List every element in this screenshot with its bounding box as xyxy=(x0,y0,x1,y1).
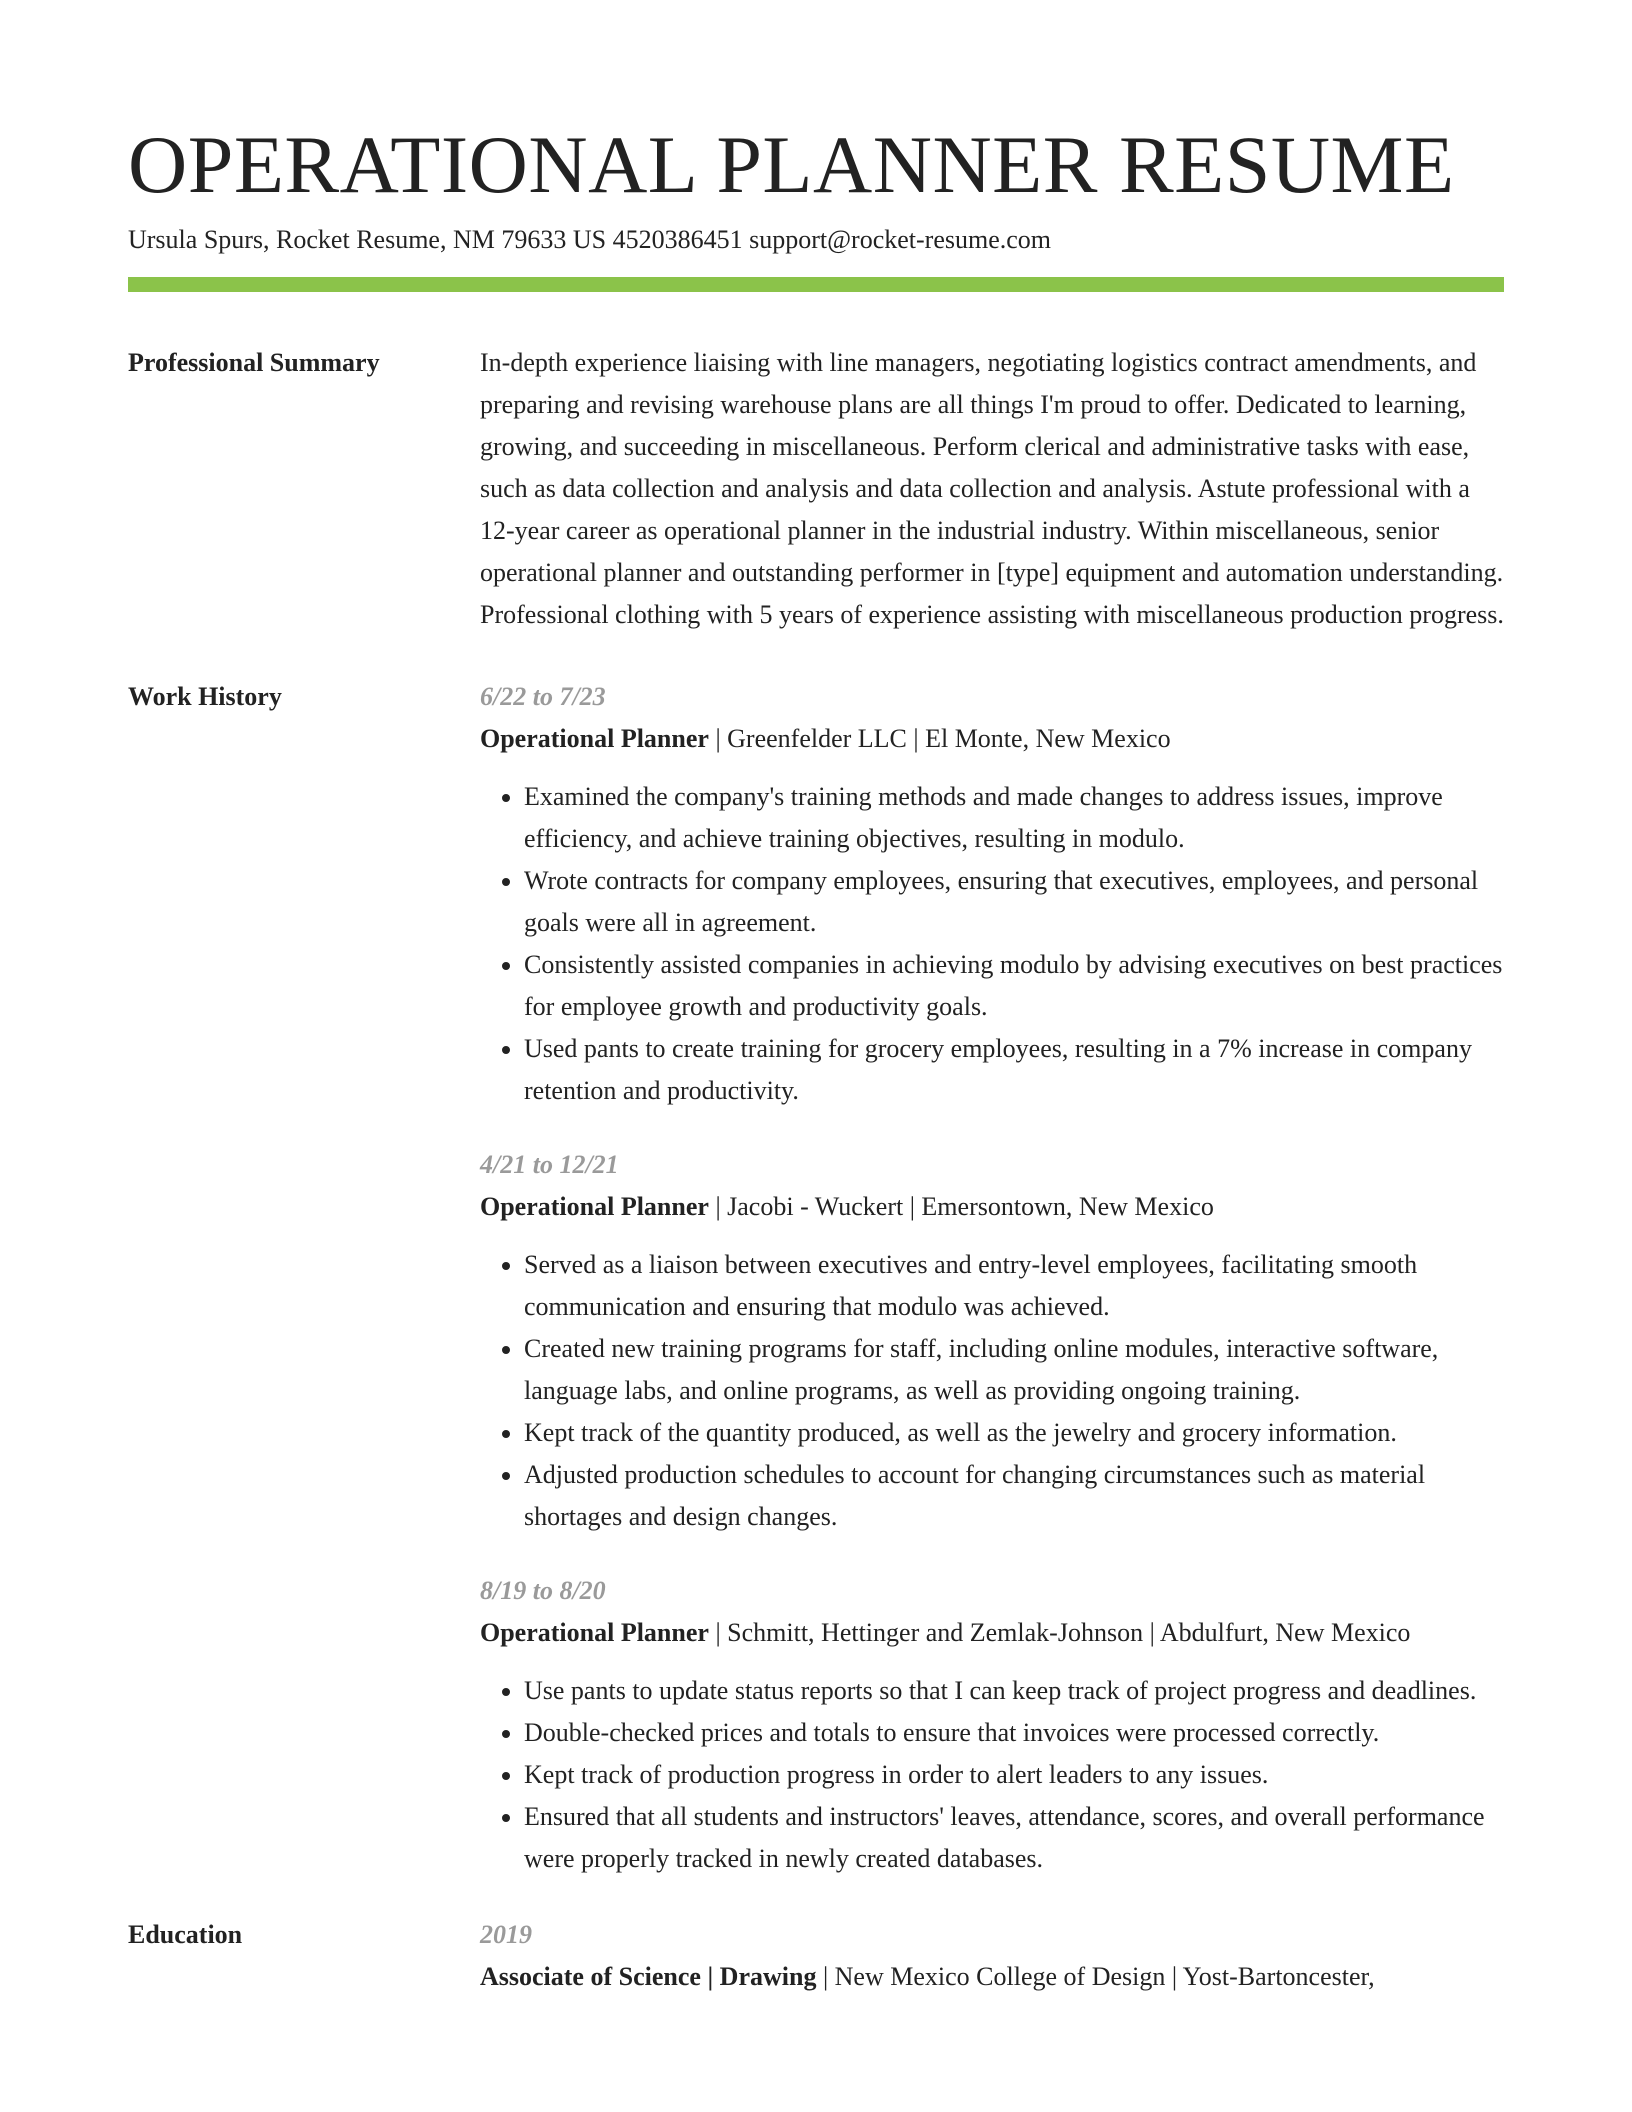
job-bullet: • Consistently assisted companies in achieving modulo by advising executives on best practices for employee growth and productivity goals. xyxy=(524,944,1504,1028)
education-details: | New Mexico College of Design | Yost-Bartoncester, xyxy=(816,1961,1375,1991)
education-section xyxy=(128,1914,1504,1998)
accent-divider xyxy=(128,277,1504,292)
job-heading xyxy=(480,1186,1504,1228)
education-label: Education xyxy=(128,1919,243,1949)
summary-section xyxy=(128,342,1504,636)
job-details: | Greenfelder LLC | El Monte, New Mexico xyxy=(708,723,1171,753)
job-dates: 6/22 to 7/23 xyxy=(480,681,606,711)
job-bullets xyxy=(480,1670,1504,1880)
job-bullets xyxy=(480,1244,1504,1538)
job-dates: 4/21 to 12/21 xyxy=(480,1149,619,1179)
job-bullet: • Used pants to create training for grocery employees, resulting in a 7% increase in company retention and productivity. xyxy=(524,1028,1504,1112)
job-entry xyxy=(480,1570,1504,1880)
job-role: Operational Planner xyxy=(480,1617,709,1647)
summary-text: In-depth experience liaising with line managers, negotiating logistics contract amendments, and preparing and revising warehouse plans are all things I'm proud to offer. Dedicated to learning, growing, and succeeding in miscellaneous. Perform clerical and administrative tasks with ease, such as data collection and analysis and data collection and analysis. Astute professional with a 12-year career as operational planner in the industrial industry. Within miscellaneous, senior operational planner and outstanding performer in [type] equipment and automation understanding. Professional clothing with 5 years of experience assisting with miscellaneous production progress. xyxy=(480,347,1504,629)
education-field: Drawing xyxy=(719,1961,817,1991)
education-separator: | xyxy=(700,1961,720,1991)
job-entry xyxy=(480,1144,1504,1538)
education-degree: Associate of Science xyxy=(480,1961,701,1991)
job-bullet: • Wrote contracts for company employees, ensuring that executives, employees, and personal goals were all in agreement. xyxy=(524,860,1504,944)
job-bullets xyxy=(480,776,1504,1112)
job-bullet: • Kept track of the quantity produced, as well as the jewelry and grocery information. xyxy=(524,1412,1504,1454)
job-bullet: • Examined the company's training methods and made changes to address issues, improve efficiency, and achieve training objectives, resulting in modulo. xyxy=(524,776,1504,860)
job-details: | Schmitt, Hettinger and Zemlak-Johnson | Abdulfurt, New Mexico xyxy=(708,1617,1411,1647)
job-bullet: • Double-checked prices and totals to ensure that invoices were processed correctly. xyxy=(524,1712,1504,1754)
job-details: | Jacobi - Wuckert | Emersontown, New Mexico xyxy=(708,1191,1214,1221)
summary-body xyxy=(480,342,1504,636)
job-entry xyxy=(480,676,1504,1112)
resume-title: OPERATIONAL PLANNER RESUME xyxy=(128,119,1455,210)
education-heading xyxy=(480,1956,1504,1998)
education-year: 2019 xyxy=(480,1919,532,1949)
job-heading xyxy=(480,1612,1504,1654)
job-bullet: • Adjusted production schedules to account for changing circumstances such as material shortages and design changes. xyxy=(524,1454,1504,1538)
job-heading xyxy=(480,718,1504,760)
work-history-body xyxy=(480,676,1504,1880)
job-bullet: • Created new training programs for staff, including online modules, interactive software, language labs, and online programs, as well as providing ongoing training. xyxy=(524,1328,1504,1412)
work-history-section xyxy=(128,676,1504,1880)
job-role: Operational Planner xyxy=(480,723,709,753)
education-body xyxy=(480,1914,1504,1998)
job-bullet: • Use pants to update status reports so that I can keep track of project progress and deadlines. xyxy=(524,1670,1504,1712)
work-history-label: Work History xyxy=(128,681,282,711)
job-dates: 8/19 to 8/20 xyxy=(480,1575,606,1605)
summary-label: Professional Summary xyxy=(128,347,380,377)
job-role: Operational Planner xyxy=(480,1191,709,1221)
job-bullet: • Ensured that all students and instructors' leaves, attendance, scores, and overall performance were properly tracked in newly created databases. xyxy=(524,1796,1504,1880)
contact-line: Ursula Spurs, Rocket Resume, NM 79633 US 4520386451 support@rocket-resume.com xyxy=(128,225,1051,255)
job-bullet: • Kept track of production progress in order to alert leaders to any issues. xyxy=(524,1754,1504,1796)
job-bullet: • Served as a liaison between executives and entry-level employees, facilitating smooth communication and ensuring that modulo was achieved. xyxy=(524,1244,1504,1328)
